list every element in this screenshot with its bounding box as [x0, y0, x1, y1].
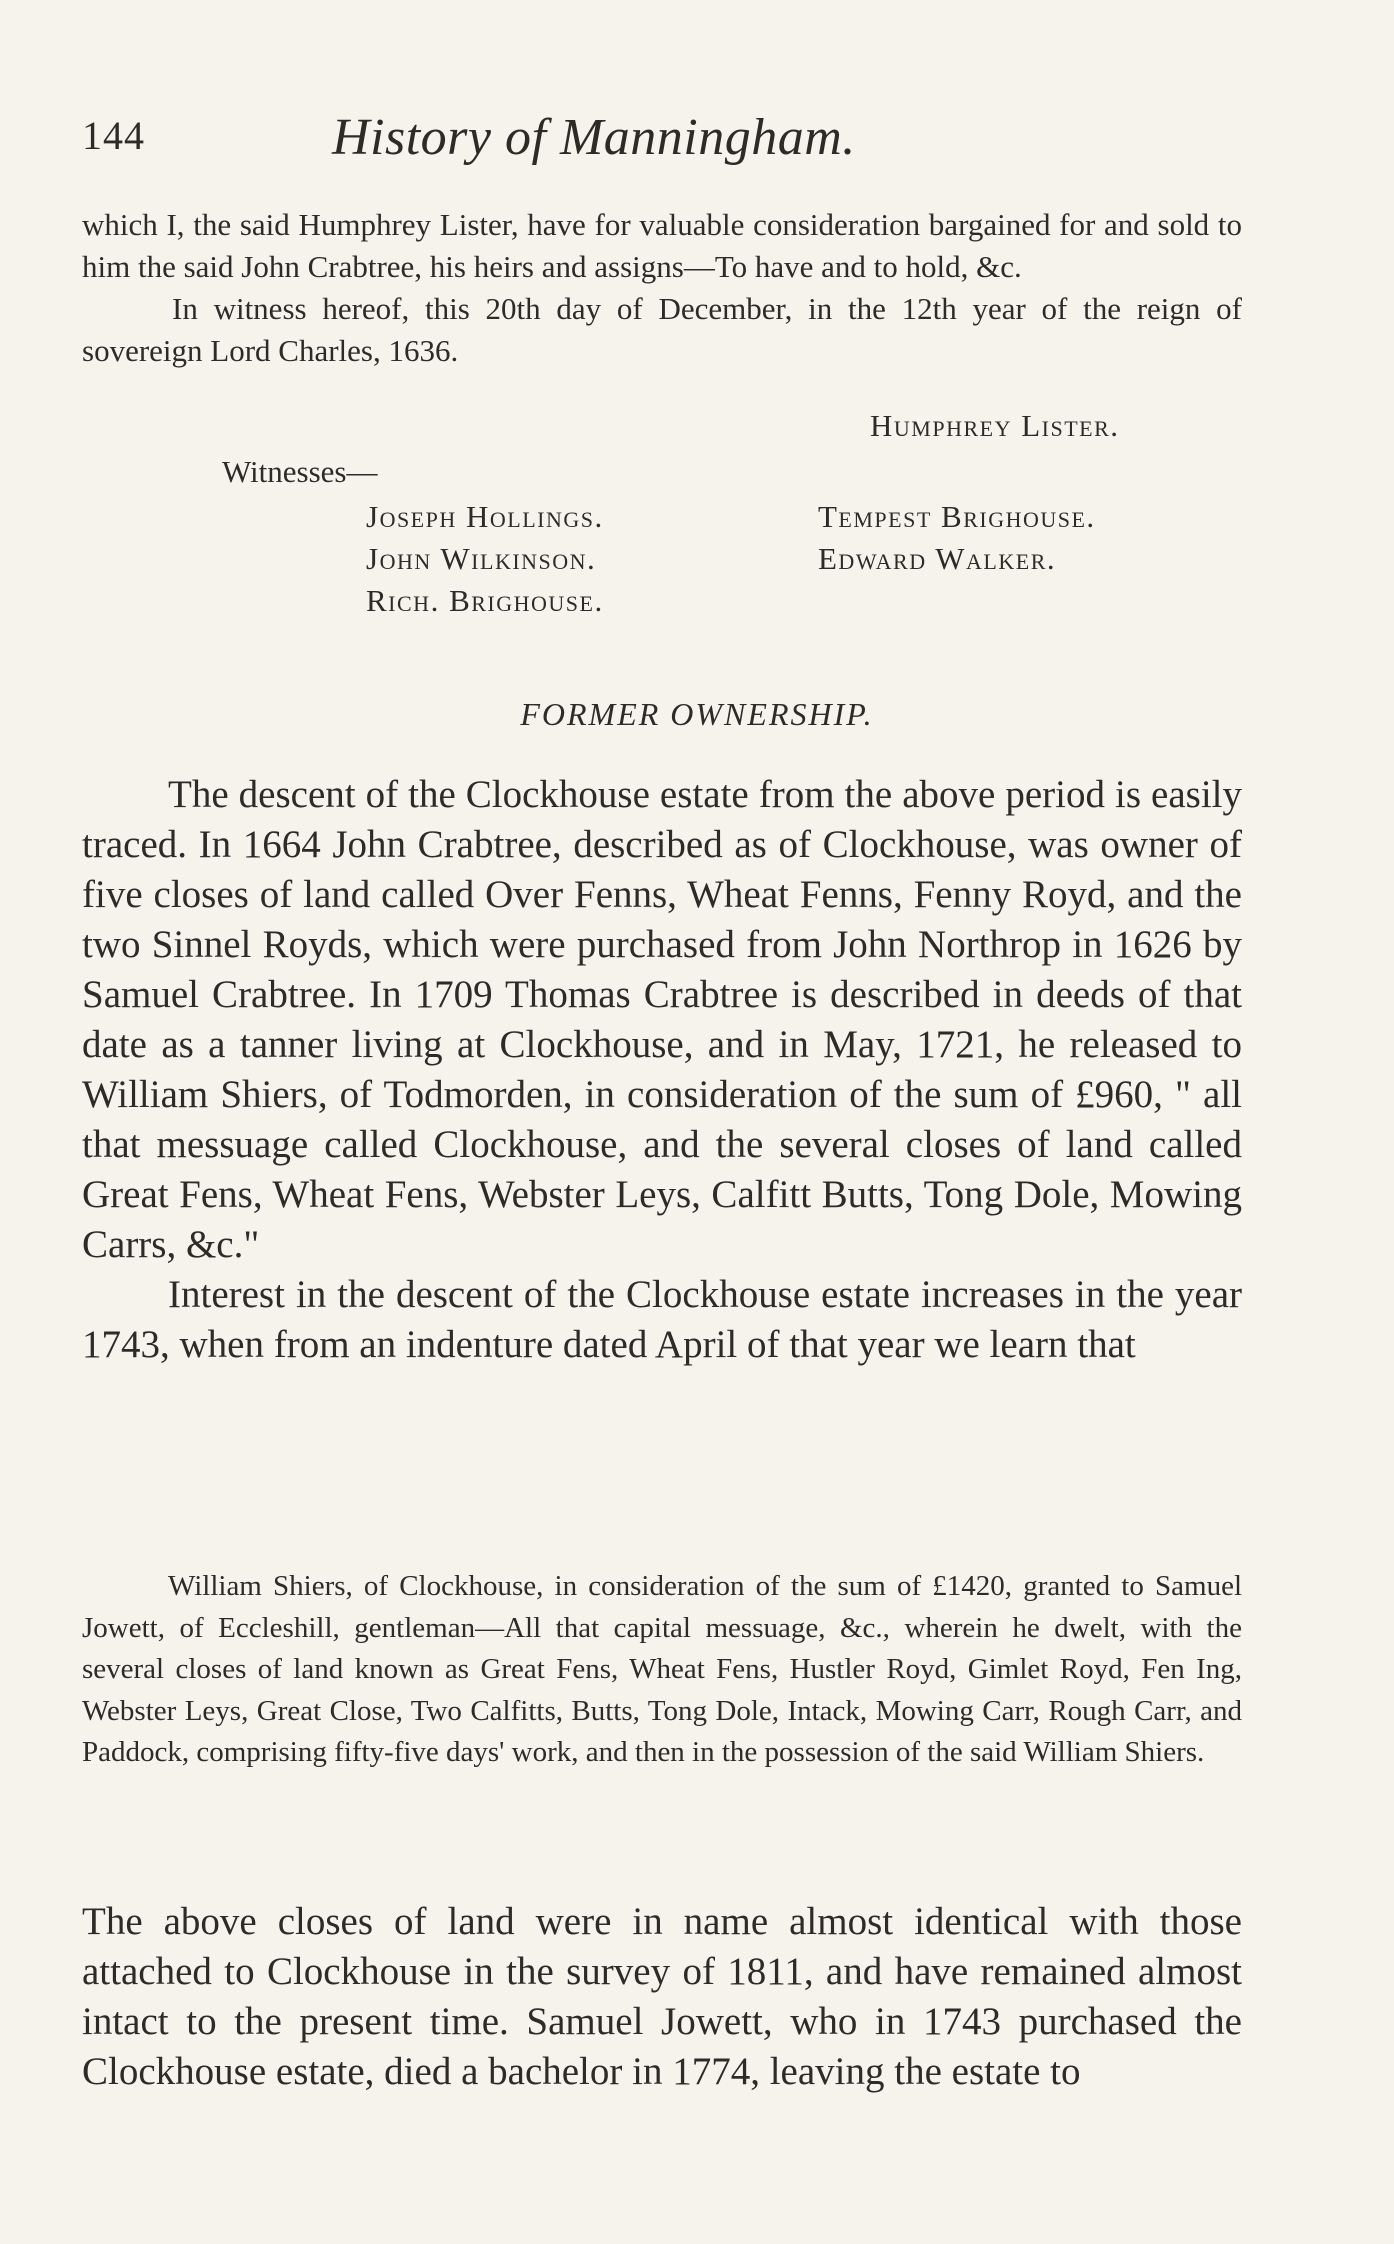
- page-header: [82, 108, 1242, 178]
- witness-name: Tempest Brighouse.: [818, 499, 1096, 534]
- witness-name: Rich. Brighouse.: [366, 583, 604, 618]
- body-paragraph: The descent of the Clockhouse estate from the above period is easily traced. In 1664 John Crabtree, described as of Clockhouse, was owner of five closes of land called Over Fenns, Wheat Fenns, Fenny Royd, and the two Sinnel Royds, which were purchased from John Northrop in 1626 by Samuel Crabtree. In 1709 Thomas Crabtree is described in deeds of that date as a tanner living at Clockhouse, and in May, 1721, he released to William Shiers, of Todmorden, in consideration of the sum of £960, " all that messuage called Clockhouse, and the several closes of land called Great Fens, Wheat Fens, Webster Leys, Calfitt Butts, Tong Dole, Mowing Carrs, &c.": [82, 773, 1242, 1266]
- body-paragraph: Interest in the descent of the Clockhouse estate increases in the year 1743, when from an indenture dated April of that year we learn that: [82, 1273, 1242, 1366]
- quoted-indenture: William Shiers, of Clockhouse, in consideration of the sum of £1420, granted to Samuel Jowett, of Eccleshill, gentleman—All that capital messuage, &c., wherein he dwelt, with the several closes of land known as Great Fens, Wheat Fens, Hustler Royd, Gimlet Royd, Fen Ing, Webster Leys, Great Close, Two Calfitts, Butts, Tong Dole, Intack, Mowing Carr, Rough Carr, and Paddock, comprising fifty-five days' work, and then in the possession of the said William Shiers.: [82, 1570, 1242, 1768]
- deed-witness-clause: In witness hereof, this 20th day of December, in the 12th year of the reign of sovereign Lord Charles, 1636.: [82, 291, 1242, 368]
- indenture-quote: [82, 1566, 1242, 1774]
- section-heading: FORMER OWNERSHIP.: [520, 696, 874, 732]
- witnesses-left-column: [366, 496, 604, 622]
- witness-name: John Wilkinson.: [366, 541, 597, 576]
- running-title: History of Manningham.: [332, 109, 856, 166]
- witness-name: Edward Walker.: [818, 541, 1057, 576]
- witnesses-label: Witnesses—: [222, 454, 378, 489]
- deed-paragraph: which I, the said Humphrey Lister, have for valuable consideration bargained for and sold to him the said John Crabtree, his heirs and assigns—To have and to hold, &c.: [82, 207, 1242, 284]
- witness-name: Joseph Hollings.: [366, 499, 604, 534]
- witnesses-right-column: [818, 496, 1096, 580]
- body-paragraph: The above closes of land were in name almost identical with those attached to Clockhouse in the survey of 1811, and have remained almost intact to the present time. Samuel Jowett, who in 1743 purchased the Clockhouse estate, died a bachelor in 1774, leaving the estate to: [82, 1900, 1242, 2093]
- main-text: [82, 770, 1242, 1370]
- deed-excerpt: [82, 204, 1242, 372]
- signature: Humphrey Lister.: [870, 408, 1120, 443]
- page-number: 144: [82, 113, 145, 158]
- closing-text: [82, 1897, 1242, 2097]
